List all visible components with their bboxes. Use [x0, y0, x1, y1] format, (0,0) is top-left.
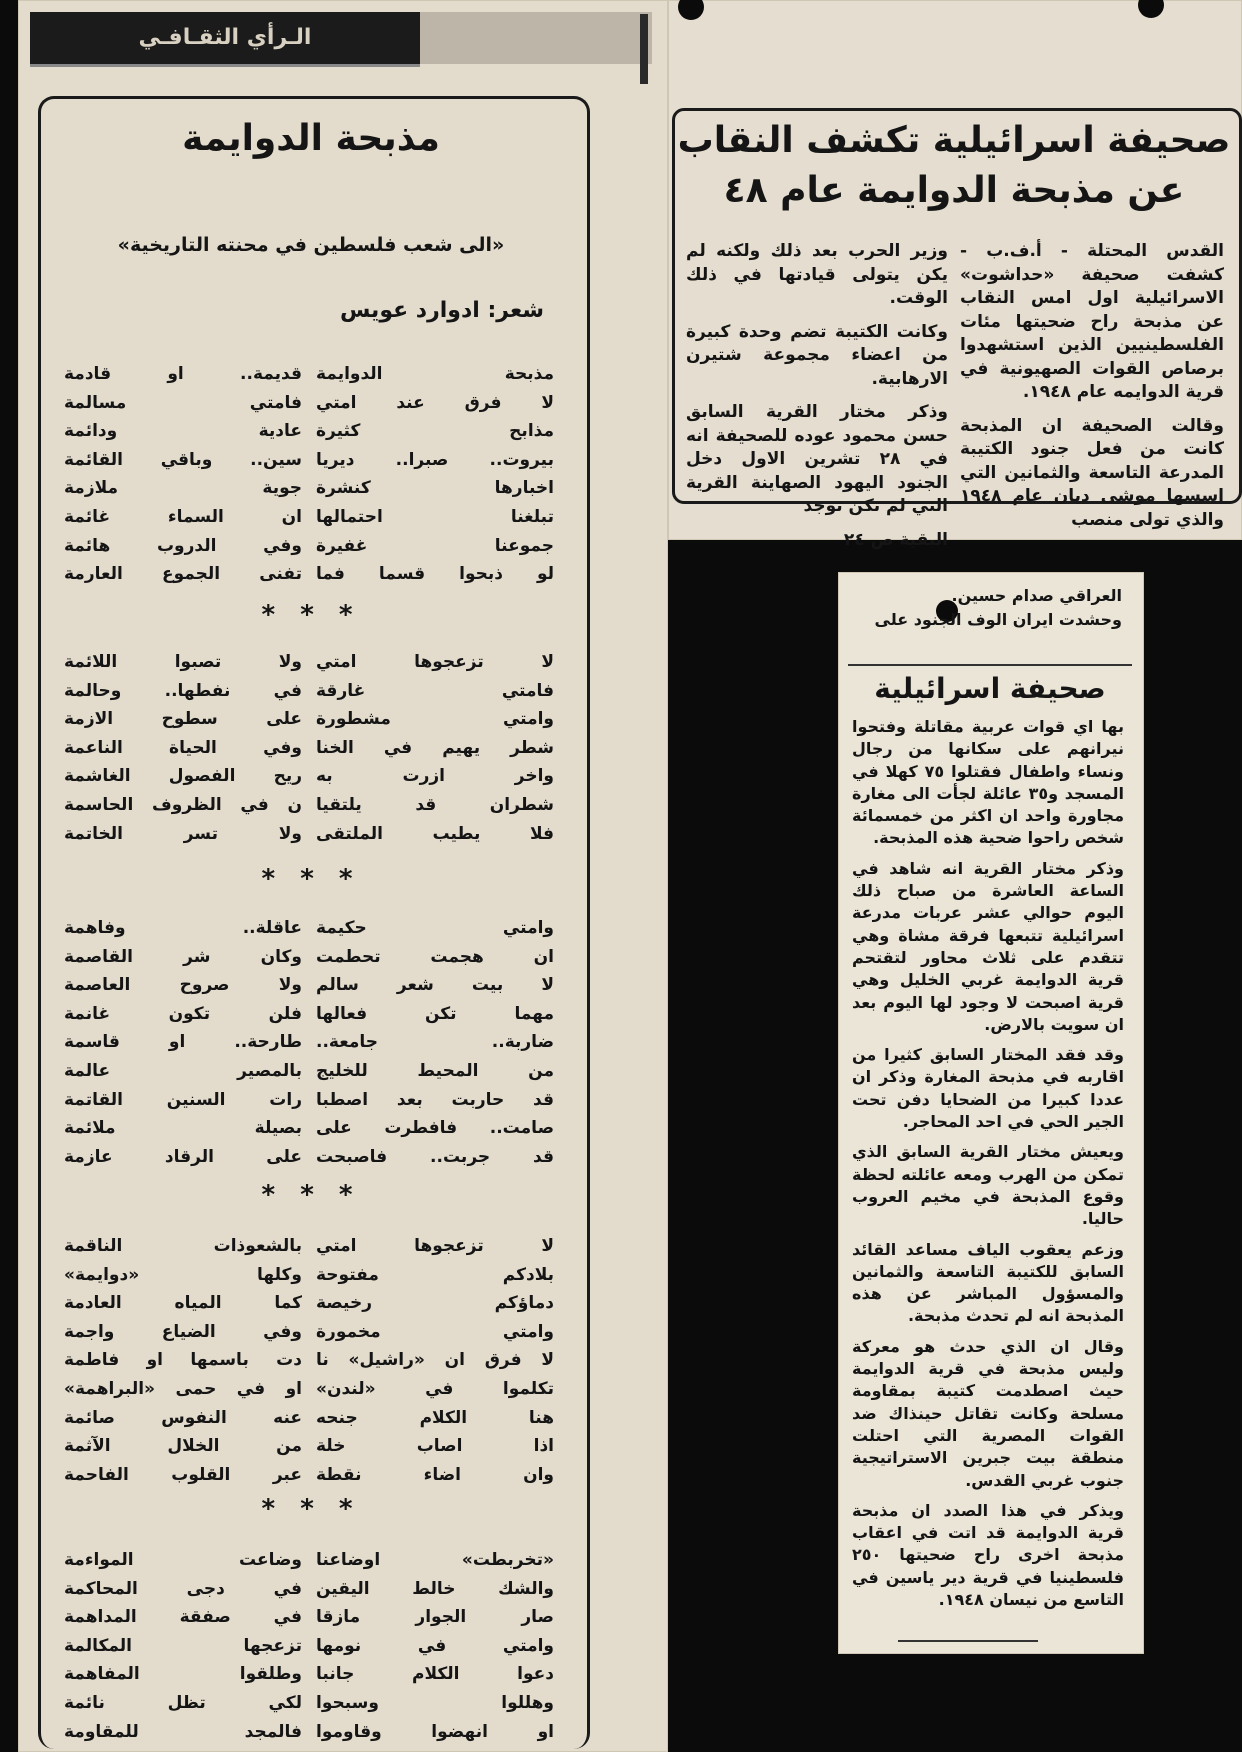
poem-hemistich-first: وامتي حكيمة — [316, 918, 554, 938]
continuation-body — [852, 716, 1124, 1619]
poem-hemistich-first: تبلغنا احتمالها — [316, 506, 554, 527]
poem-hemistich-first: شطران قد يلتقيا — [316, 794, 554, 815]
poem-stanza — [64, 1232, 554, 1489]
poem-line — [64, 1689, 554, 1718]
poem-hemistich-first: تكلموا في «لندن» — [316, 1378, 554, 1399]
poem-line — [64, 1432, 554, 1461]
stanza-separator: * * * — [261, 600, 361, 630]
poem-hemistich-second: وكلها «دوايمة» — [64, 1264, 302, 1285]
poem-hemistich-second: عبر القلوب الفاحمة — [64, 1464, 302, 1485]
poem-line — [64, 1289, 554, 1318]
previous-article-fragment — [852, 584, 1122, 632]
poem-hemistich-second: بالشعوذات الناقمة — [64, 1236, 302, 1256]
poem-hemistich-second: في نفطها.. وحالمة — [64, 680, 302, 701]
continuation-paragraph: ويعيش مختار القرية السابق الذي تمكن من الهرب ومعه عائلته لحظة وقوع المذبحة في مخيم العروب حاليا. — [852, 1142, 1124, 1229]
poem-line — [64, 389, 554, 418]
poem-hemistich-second: كما المياه العادمة — [64, 1293, 302, 1314]
continuation-paragraph: ويذكر في هذا الصدد ان مذبحة قرية الدوايمة قد اتت في اعقاب مذبحة اخرى راح ضحيتها ٢٥٠ فلسطينيا في قرية دير ياسين في التاسع من نيسان ١٩٤٨. — [852, 1500, 1124, 1609]
poem-hemistich-second: وفي الحياة الناعمة — [64, 737, 302, 758]
poem-line — [64, 1603, 554, 1632]
poem-hemistich-second: بالمصير عالمة — [64, 1060, 302, 1081]
poem-line — [64, 1718, 554, 1747]
poem-line — [64, 1375, 554, 1404]
poem-hemistich-second: ان السماء غائمة — [64, 506, 302, 527]
poem-hemistich-first: وامتي مخمورة — [316, 1321, 554, 1342]
poem-hemistich-second: عنه النفوس صائمة — [64, 1407, 302, 1428]
poem-line — [64, 943, 554, 972]
poem-hemistich-second: في صفقة المداهمة — [64, 1607, 302, 1628]
continued-note: البقية ص ٢٤ — [843, 529, 948, 550]
poem-hemistich-second: ولا تصبوا اللائمة — [64, 652, 302, 672]
poem-hemistich-first: وامتي في نومها — [316, 1635, 554, 1656]
poem-hemistich-second: دت باسمها او فاطمة — [64, 1350, 302, 1371]
fragment-line: وحشدت ايران الوف الجنود على — [874, 610, 1122, 629]
poem-hemistich-first: هنا الكلام جنحه — [316, 1407, 554, 1428]
stanza-separator: * * * — [261, 864, 361, 894]
poem-line — [64, 1404, 554, 1433]
poem-line — [64, 914, 554, 943]
poem-hemistich-second: وفي الدروب هائمة — [64, 535, 302, 556]
poem-hemistich-first: لا بيت شعر سالم — [316, 975, 554, 996]
poem-hemistich-first: فلا يطيب الملتقى — [316, 823, 554, 844]
column-divider — [640, 14, 648, 84]
poem-hemistich-second: او في حمى «البراهمة» — [64, 1378, 302, 1399]
poem-line — [64, 648, 554, 677]
end-rule — [898, 1640, 1038, 1642]
poem-line — [64, 417, 554, 446]
poem-line — [64, 474, 554, 503]
poem-hemistich-second: من الخلال الآثمة — [64, 1436, 302, 1457]
poem-line — [64, 705, 554, 734]
news-paragraph: وذكر مختار القرية السابق حسن محمود عوده للصحيفة انه في ٢٨ تشرين الاول دخل الجنود اليهود الصهاينة القرية التي لم تكن توجد — [686, 402, 949, 516]
poem-hemistich-second: ولا تسر الخاتمة — [64, 823, 302, 844]
poem-hemistich-second: عادية ودائمة — [64, 421, 302, 442]
poem-hemistich-first: لا فرق ان «راشيل» نا — [316, 1350, 554, 1371]
poem-hemistich-first: وامتي مشطورة — [316, 709, 554, 730]
poem-line — [64, 1461, 554, 1490]
poem-hemistich-second: رات السنين القاتمة — [64, 1089, 302, 1110]
poem-hemistich-first: قد جربت.. فاصبحت — [316, 1146, 554, 1167]
poem-hemistich-first: «تخربطت» اوضاعنا — [316, 1550, 554, 1570]
poem-hemistich-second: طارحة.. او قاسمة — [64, 1032, 302, 1053]
news-paragraph: القدس المحتلة - أ.ف.ب - كشفت صحيفة «حداشوت» الاسرائيلية اول امس النقاب عن مذبحة راح ضحيتها مئات الفلسطينيين الذين استشهدوا برصاص القوات الصهيونية في قرية الدوايمه عام ١٩٤٨. — [960, 241, 1224, 402]
poem-line — [64, 560, 554, 589]
poem-hemistich-second: قديمة.. او قادمة — [64, 364, 302, 384]
poem-hemistich-first: وهللوا وسبحوا — [316, 1692, 554, 1713]
news-headline — [676, 116, 1232, 216]
poem-hemistich-first: دعوا الكلام جانبا — [316, 1664, 554, 1685]
poem-hemistich-first: قد حاربت بعد اصطبا — [316, 1089, 554, 1110]
poem-line — [64, 360, 554, 389]
poem-hemistich-second: وكان شر القاصمة — [64, 946, 302, 967]
poem-line — [64, 1028, 554, 1057]
poem-hemistich-first: مذبحة الدوايمة — [316, 364, 554, 384]
poem-hemistich-second: بصيلة ملائمة — [64, 1118, 302, 1139]
poem-hemistich-first: وان اضاء نقطة — [316, 1464, 554, 1485]
poem-line — [64, 1057, 554, 1086]
poem-hemistich-first: صار الجوار مازقا — [316, 1607, 554, 1628]
poem-hemistich-second: تفنى الجموع العارمة — [64, 564, 302, 585]
poem-title: مذبحة الدوايمة — [182, 118, 440, 159]
poem-hemistich-first: شطر يهيم في الخنا — [316, 737, 554, 758]
stanza-separator: * * * — [261, 1494, 361, 1524]
continuation-headline: صحيفة اسرائيلية — [848, 664, 1132, 705]
poem-line — [64, 1261, 554, 1290]
poem-hemistich-first: لا تزعجوها امتي — [316, 652, 554, 672]
poem-hemistich-first: ان هجمت تحطمت — [316, 946, 554, 967]
poem-hemistich-second: سين.. وباقي القائمة — [64, 449, 302, 470]
fragment-line: العراقي صدام حسين. — [951, 586, 1122, 605]
poem-hemistich-second: ولا صروح العاصمة — [64, 975, 302, 996]
poem-line — [64, 1632, 554, 1661]
poem-line — [64, 762, 554, 791]
poem-hemistich-first: جموعنا غفيرة — [316, 535, 554, 556]
poem-line — [64, 503, 554, 532]
poem-line — [64, 1114, 554, 1143]
poem-hemistich-second: في دجى المحاكمة — [64, 1578, 302, 1599]
poem-hemistich-first: دماؤكم رخيصة — [316, 1293, 554, 1314]
poem-hemistich-first: ضاربة.. جامعة.. — [316, 1032, 554, 1053]
poem-line — [64, 1660, 554, 1689]
poem-hemistich-second: جوية ملازمة — [64, 478, 302, 499]
poem-hemistich-second: عاقلة.. وفاهمة — [64, 918, 302, 938]
poem-hemistich-first: اذا اصاب خلة — [316, 1436, 554, 1457]
poem-line — [64, 1000, 554, 1029]
poem-hemistich-first: بلادكم مفتوحة — [316, 1264, 554, 1285]
poem-hemistich-second: ن في الظروف الحاسمة — [64, 794, 302, 815]
poem-hemistich-first: لو ذبحوا قسما فما — [316, 564, 554, 585]
continuation-paragraph: وذكر مختار القرية انه شاهد في الساعة العاشرة من صباح ذلك اليوم حوالي عشر عربات مدرعة اسرائيلية تتبعها فرقة مشاة وهي تتقدم على ثلاث محاور لتقتحم قرية الدوايمة غربي الخليل وهي قرية اصبحت لا وجود لها اليوم بعد ان سويت بالارض. — [852, 858, 1124, 1034]
poem-hemistich-first: او انهضوا وقاوموا — [316, 1721, 554, 1742]
poem-line — [64, 1143, 554, 1172]
poem-stanza — [64, 360, 554, 589]
poem-hemistich-first: لا فرق عند امتي — [316, 392, 554, 413]
poem-line — [64, 1346, 554, 1375]
poem-hemistich-first: والشك خالط اليقين — [316, 1578, 554, 1599]
poem-hemistich-second: لكي تظل نائمة — [64, 1692, 302, 1713]
poem-hemistich-first: فامتي غارقة — [316, 680, 554, 701]
stanza-separator: * * * — [261, 1180, 361, 1210]
poem-hemistich-first: من المحيط للخليج — [316, 1060, 554, 1081]
poem-line — [64, 532, 554, 561]
poem-line — [64, 1232, 554, 1261]
poem-line — [64, 1086, 554, 1115]
poem-hemistich-first: لا تزعجوها امتي — [316, 1236, 554, 1256]
continuation-paragraph: وزعم يعقوب الياف مساعد القائد السابق للكتيبة التاسعة والثمانين والمسؤول المباشر عن هذه المذبحة انه لم تحدث مذبحة. — [852, 1239, 1124, 1326]
poem-line — [64, 971, 554, 1000]
continuation-paragraph: بها اي قوات عربية مقاتلة وفتحوا نيرانهم على سكانها من رجال ونساء واطفال فقتلوا ٧٥ كهلا في المسجد و٣٥ عائلة لجأت الى مغارة مجاورة واحد ان اكثر من خمسمائة شخص راحوا ضحية هذه المذبحة. — [852, 717, 1124, 848]
news-paragraph: وزير الحرب بعد ذلك ولكنه لم يكن يتولى قيادتها في ذلك الوقت. — [686, 241, 948, 308]
poem-hemistich-first: اخبارها كنشرة — [316, 478, 554, 499]
poem-hemistich-second: فلن تكون غانمة — [64, 1003, 302, 1024]
poem-line — [64, 734, 554, 763]
poem-line — [64, 791, 554, 820]
poem-hemistich-first: بيروت.. صبرا.. ديريا — [316, 449, 554, 470]
section-header-band — [420, 12, 652, 64]
poem-author: شعر: ادوارد عويس — [339, 298, 544, 323]
poem-hemistich-second: على الرقاد عازمة — [64, 1146, 302, 1167]
news-paragraph: وقالت الصحيفة ان المذبحة كانت من فعل جنود الكتيبة المدرعة التاسعة والثمانين التي اسسها موشى ديان عام ١٩٤٨ والذي تولى منصب — [960, 415, 1224, 530]
poem-line — [64, 1318, 554, 1347]
poem-hemistich-second: على سطوح الازمة — [64, 709, 302, 730]
poem-hemistich-second: وفي الضياع واجمة — [64, 1321, 302, 1342]
news-column-right — [960, 240, 1224, 542]
news-headline-line1: صحيفة اسرائيلية تكشف النقاب — [677, 120, 1231, 161]
poem-hemistich-second: ريح الفصول الغاشمة — [64, 766, 302, 787]
poem-hemistich-first: مهما تكن فعالها — [316, 1003, 554, 1024]
poem-line — [64, 446, 554, 475]
section-header: الـرأي الثقـافـي — [30, 12, 420, 67]
poem-hemistich-second: وضاعت المواءمة — [64, 1550, 302, 1570]
continuation-paragraph: وقال ان الذي حدث هو معركة وليس مذبحة في قرية الدوايمة حيث اصطدمت كتيبة بمقاومة مسلحة وكانت تقاتل حينذاك ضد القوات المصرية التي احتلت منطقة بيت جبرين الاستراتيجية جنوب غربي القدس. — [852, 1336, 1124, 1490]
poem-line — [64, 677, 554, 706]
continuation-paragraph: وقد فقد المختار السابق كثيرا من اقاربه في مذبحة المغارة وذكر ان عددا كبيرا من الضحايا دفن تحت الجير الحي في احد المحاجر. — [852, 1045, 1124, 1132]
poem-line — [64, 1546, 554, 1575]
poem-line — [64, 820, 554, 849]
poem-hemistich-second: فالمجد للمقاومة — [64, 1721, 302, 1742]
news-paragraph: وكانت الكتيبة تضم وحدة كبيرة من اعضاء مجموعة شتيرن الارهابية. — [686, 321, 948, 389]
poem-hemistich-first: مذابح كثيرة — [316, 421, 554, 442]
poem-stanza — [64, 648, 554, 848]
poem-hemistich-second: فامتي مسالمة — [64, 392, 302, 413]
poem-hemistich-second: تزعجها المكالمة — [64, 1635, 302, 1656]
poem-hemistich-second: وطلقوا المفاهمة — [64, 1664, 302, 1685]
news-headline-line2: عن مذبحة الدوايمة عام ٤٨ — [723, 170, 1185, 211]
poem-dedication: «الى شعب فلسطين في محنته التاريخية» — [117, 234, 505, 256]
poem-hemistich-first: صامت.. فافطرت على — [316, 1118, 554, 1139]
poem-line — [64, 1575, 554, 1604]
poem-stanza — [64, 914, 554, 1171]
news-column-left — [686, 240, 948, 562]
poem-stanza — [64, 1546, 554, 1746]
poem-hemistich-first: واخر ازرت به — [316, 766, 554, 787]
